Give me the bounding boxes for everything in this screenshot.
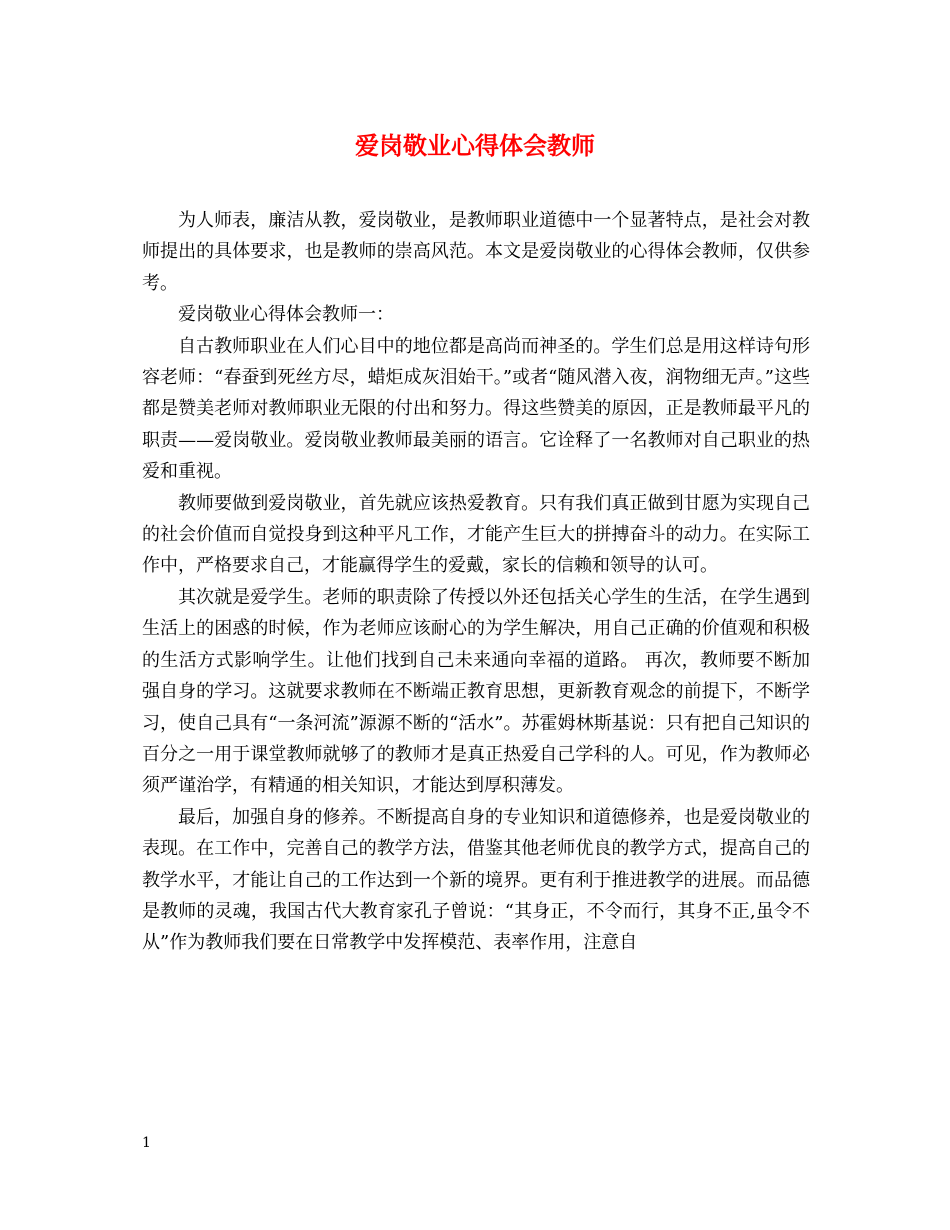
paragraph-4: 最后，加强自身的修养。不断提高自身的专业知识和道德修养，也是爱岗敬业的表现。在工作中，完善自己的教学方法，借鉴其他老师优良的教学方式，提高自己的教学水平，才能让自己的工作达到一个新的境界。更有利于推进教学的进展。而品德是教师的灵魂，我国古代大教育家孔子曾说：“其身正，不令而行，其身不正,虽令不从”作为教师我们要在日常教学中发挥模范、表率作用，注意自	[142, 806, 810, 954]
paragraph-1: 自古教师职业在人们心目中的地位都是高尚而神圣的。学生们总是用这样诗句形容老师：“春蚕到死丝方尽，蜡炬成灰泪始干。”或者“随风潜入夜，润物细无声。”这些都是赞美老师对教师职业无限的付出和努力。得这些赞美的原因，正是教师最平凡的职责——爱岗敬业。爱岗敬业教师最美丽的语言。它诠释了一名教师对自己职业的热爱和重视。	[142, 335, 810, 483]
page-number: 1	[142, 1135, 151, 1151]
paragraph-section-heading: 爱岗敬业心得体会教师一：	[178, 304, 394, 326]
document-body	[142, 205, 810, 959]
paragraph-2: 教师要做到爱岗敬业，首先就应该热爱教育。只有我们真正做到甘愿为实现自己的社会价值而自觉投身到这种平凡工作，才能产生巨大的拼搏奋斗的动力。在实际工作中，严格要求自己，才能赢得学生的爱戴，家长的信赖和领导的认可。	[142, 492, 810, 577]
paragraph-intro: 为人师表，廉洁从教，爱岗敬业，是教师职业道德中一个显著特点，是社会对教师提出的具体要求，也是教师的崇高风范。本文是爱岗敬业的心得体会教师，仅供参考。	[142, 210, 810, 294]
paragraph-3: 其次就是爱学生。老师的职责除了传授以外还包括关心学生的生活，在学生遇到生活上的困惑的时候，作为老师应该耐心的为学生解决，用自己正确的价值观和积极的生活方式影响学生。让他们找到自己未来通向幸福的道路。 再次，教师要不断加强自身的学习。这就要求教师在不断端正教育思想，更新教育观念的前提下，不断学习，使自己具有“一条河流”源源不断的“活水”。苏霍姆林斯基说：只有把自己知识的百分之一用于课堂教师就够了的教师才是真正热爱自己学科的人。可见，作为教师必须严谨治学，有精通的相关知识，才能达到厚积薄发。	[142, 586, 810, 797]
document-title: 爱岗敬业心得体会教师	[355, 131, 595, 160]
